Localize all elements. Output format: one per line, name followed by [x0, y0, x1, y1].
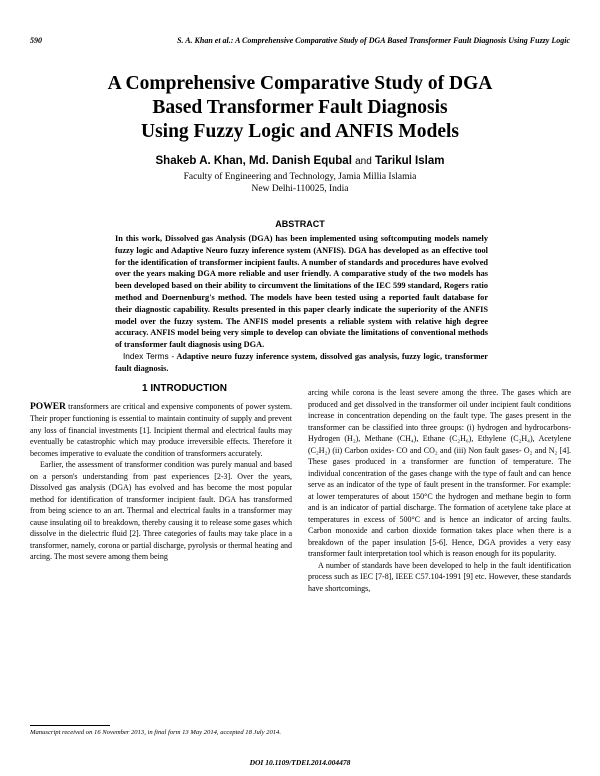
body-paragraph: Earlier, the assessment of transformer condition was purely manual and based on a person's understanding from past experiences [2-3]. Over the years, Dissolved gas analysis (DGA) has evolved and has become the most popular method for identification of transformer incipient fault. DGA has transformed from being science to an art. Thermal and electrical faults in a transformer may cause insulating oil to breakdown, thereby causing it to release some gases which dissolve in the dielectric fluid [2]. Three categories of faults may take place in a transformer, namely, corona or partial discharge, pyrolysis or thermal heating and arcing. The most severe among them being: [30, 460, 292, 561]
body-paragraph: A number of standards have been developed to help in the fault identification process such as IEC [7-8], IEEE C57.104-1991 [9] etc. However, these standards have shortcomings,: [308, 560, 571, 593]
running-title: S. A. Khan et al.: A Comprehensive Comparative Study of DGA Based Transformer Fault Diagnosis Using Fuzzy Logic: [177, 36, 570, 45]
index-terms-text: Adaptive neuro fuzzy inference system, dissolved gas analysis, fuzzy logic, transformer fault diagnosis.: [115, 352, 488, 373]
affiliation-line: Faculty of Engineering and Technology, Jamia Millia Islamia: [183, 172, 417, 182]
footnote: Manuscript received on 16 November 2013, in final form 13 May 2014, accepted 18 July 2014.: [30, 729, 281, 736]
authors-last: Tarikul Islam: [375, 155, 445, 167]
doi-footer: DOI 10.1109/TDEI.2014.004478: [249, 758, 351, 767]
page-number: 590: [30, 36, 42, 45]
intro-paragraph: [30, 401, 292, 460]
drop-word: POWER: [30, 401, 66, 412]
authors-main: Shakeb A. Khan, Md. Danish Equbal: [155, 155, 352, 167]
section-heading: 1 INTRODUCTION: [142, 383, 227, 394]
paper-title: [40, 72, 560, 144]
title-line: Based Transformer Fault Diagnosis: [152, 97, 448, 118]
intro-paragraph-text: transformers are critical and expensive components of power system. Their proper functioning is essential to maintain continuity of supply and prevent any loss of financial investments [1]. Incipient thermal and electrical faults may eventually be catastrophic which may produce irreversible effects. Therefore it becomes imperative to evaluate the condition of transformers accurately.: [30, 401, 292, 458]
footnote-divider: [30, 725, 110, 726]
authors-conjunction: and: [355, 156, 372, 167]
title-line: A Comprehensive Comparative Study of DGA: [107, 73, 493, 94]
body-paragraph: arcing while corona is the least severe among the three. The gases which are produced and get dissolved in the transformer oil under incipient fault conditions increase in concentration depending on the fault type. The gases present in the transformer can be classified into three groups: (i) hydrogen and hydrocarbons- Hydrogen (H₂), Methane (CH₄), Ethane (C₂H₆), Ethylene (C₂H₄), Acetylene (C₂H₂) (ii) Carbon oxides- CO and CO₂ and (iii) Non fault gases- O₂ and N₂ [4]. These gases produced in a transformer are function of temperature. The individual concentration of the gases change with the type of fault and can hence serve as an indicator of the type of fault present in the transformer. For example: at lower temperatures of about 150°C the hydrogen and methane begin to form and is an indicator of partial discharge. The formation of acetylene take place at temperatures in excess of 500°C and is hence an indicator of arcing faults. Carbon monoxide and carbon dioxide formation takes place when there is a breakdown of the paper insulation [5-6]. Hence, DGA provides a very easy transformer fault interpretation tool which is reason enough for its popularity.: [308, 388, 571, 558]
index-terms-label: Index Terms -: [123, 351, 175, 361]
abstract-heading: ABSTRACT: [275, 219, 325, 229]
abstract-text: In this work, Dissolved gas Analysis (DGA) has been implemented using softcomputing models namely fuzzy logic and Adaptive Neuro fuzzy inference system (ANFIS). DGA has developed as an effective tool for the identification of transformer incipient faults. A number of standards and procedures have evolved over the years making DGA more reliable and user friendly. A comparative study of the two models has been developed based on their ability to circumvent the limitations of the IEC 599 standard, Rogers ratio method and Doernenburg's method. The models have been tested using a reported fault database for their diagnostic capability. Results presented in this paper clearly indicate the superiority of the ANFIS model over the fuzzy system. The ANFIS model presents a reliable system with relative high degree accuracy. ANFIS model being very simple to develop can obviate the limitations of conventional methods of transformer fault diagnosis using DGA.: [115, 234, 488, 350]
title-line: Using Fuzzy Logic and ANFIS Models: [141, 121, 459, 142]
running-header: [30, 36, 570, 50]
affiliation: [40, 171, 560, 195]
affiliation-line: New Delhi-110025, India: [251, 184, 349, 194]
left-column: [30, 383, 292, 563]
right-column: [308, 387, 571, 594]
author-list: [40, 155, 560, 167]
index-terms: [115, 350, 488, 375]
